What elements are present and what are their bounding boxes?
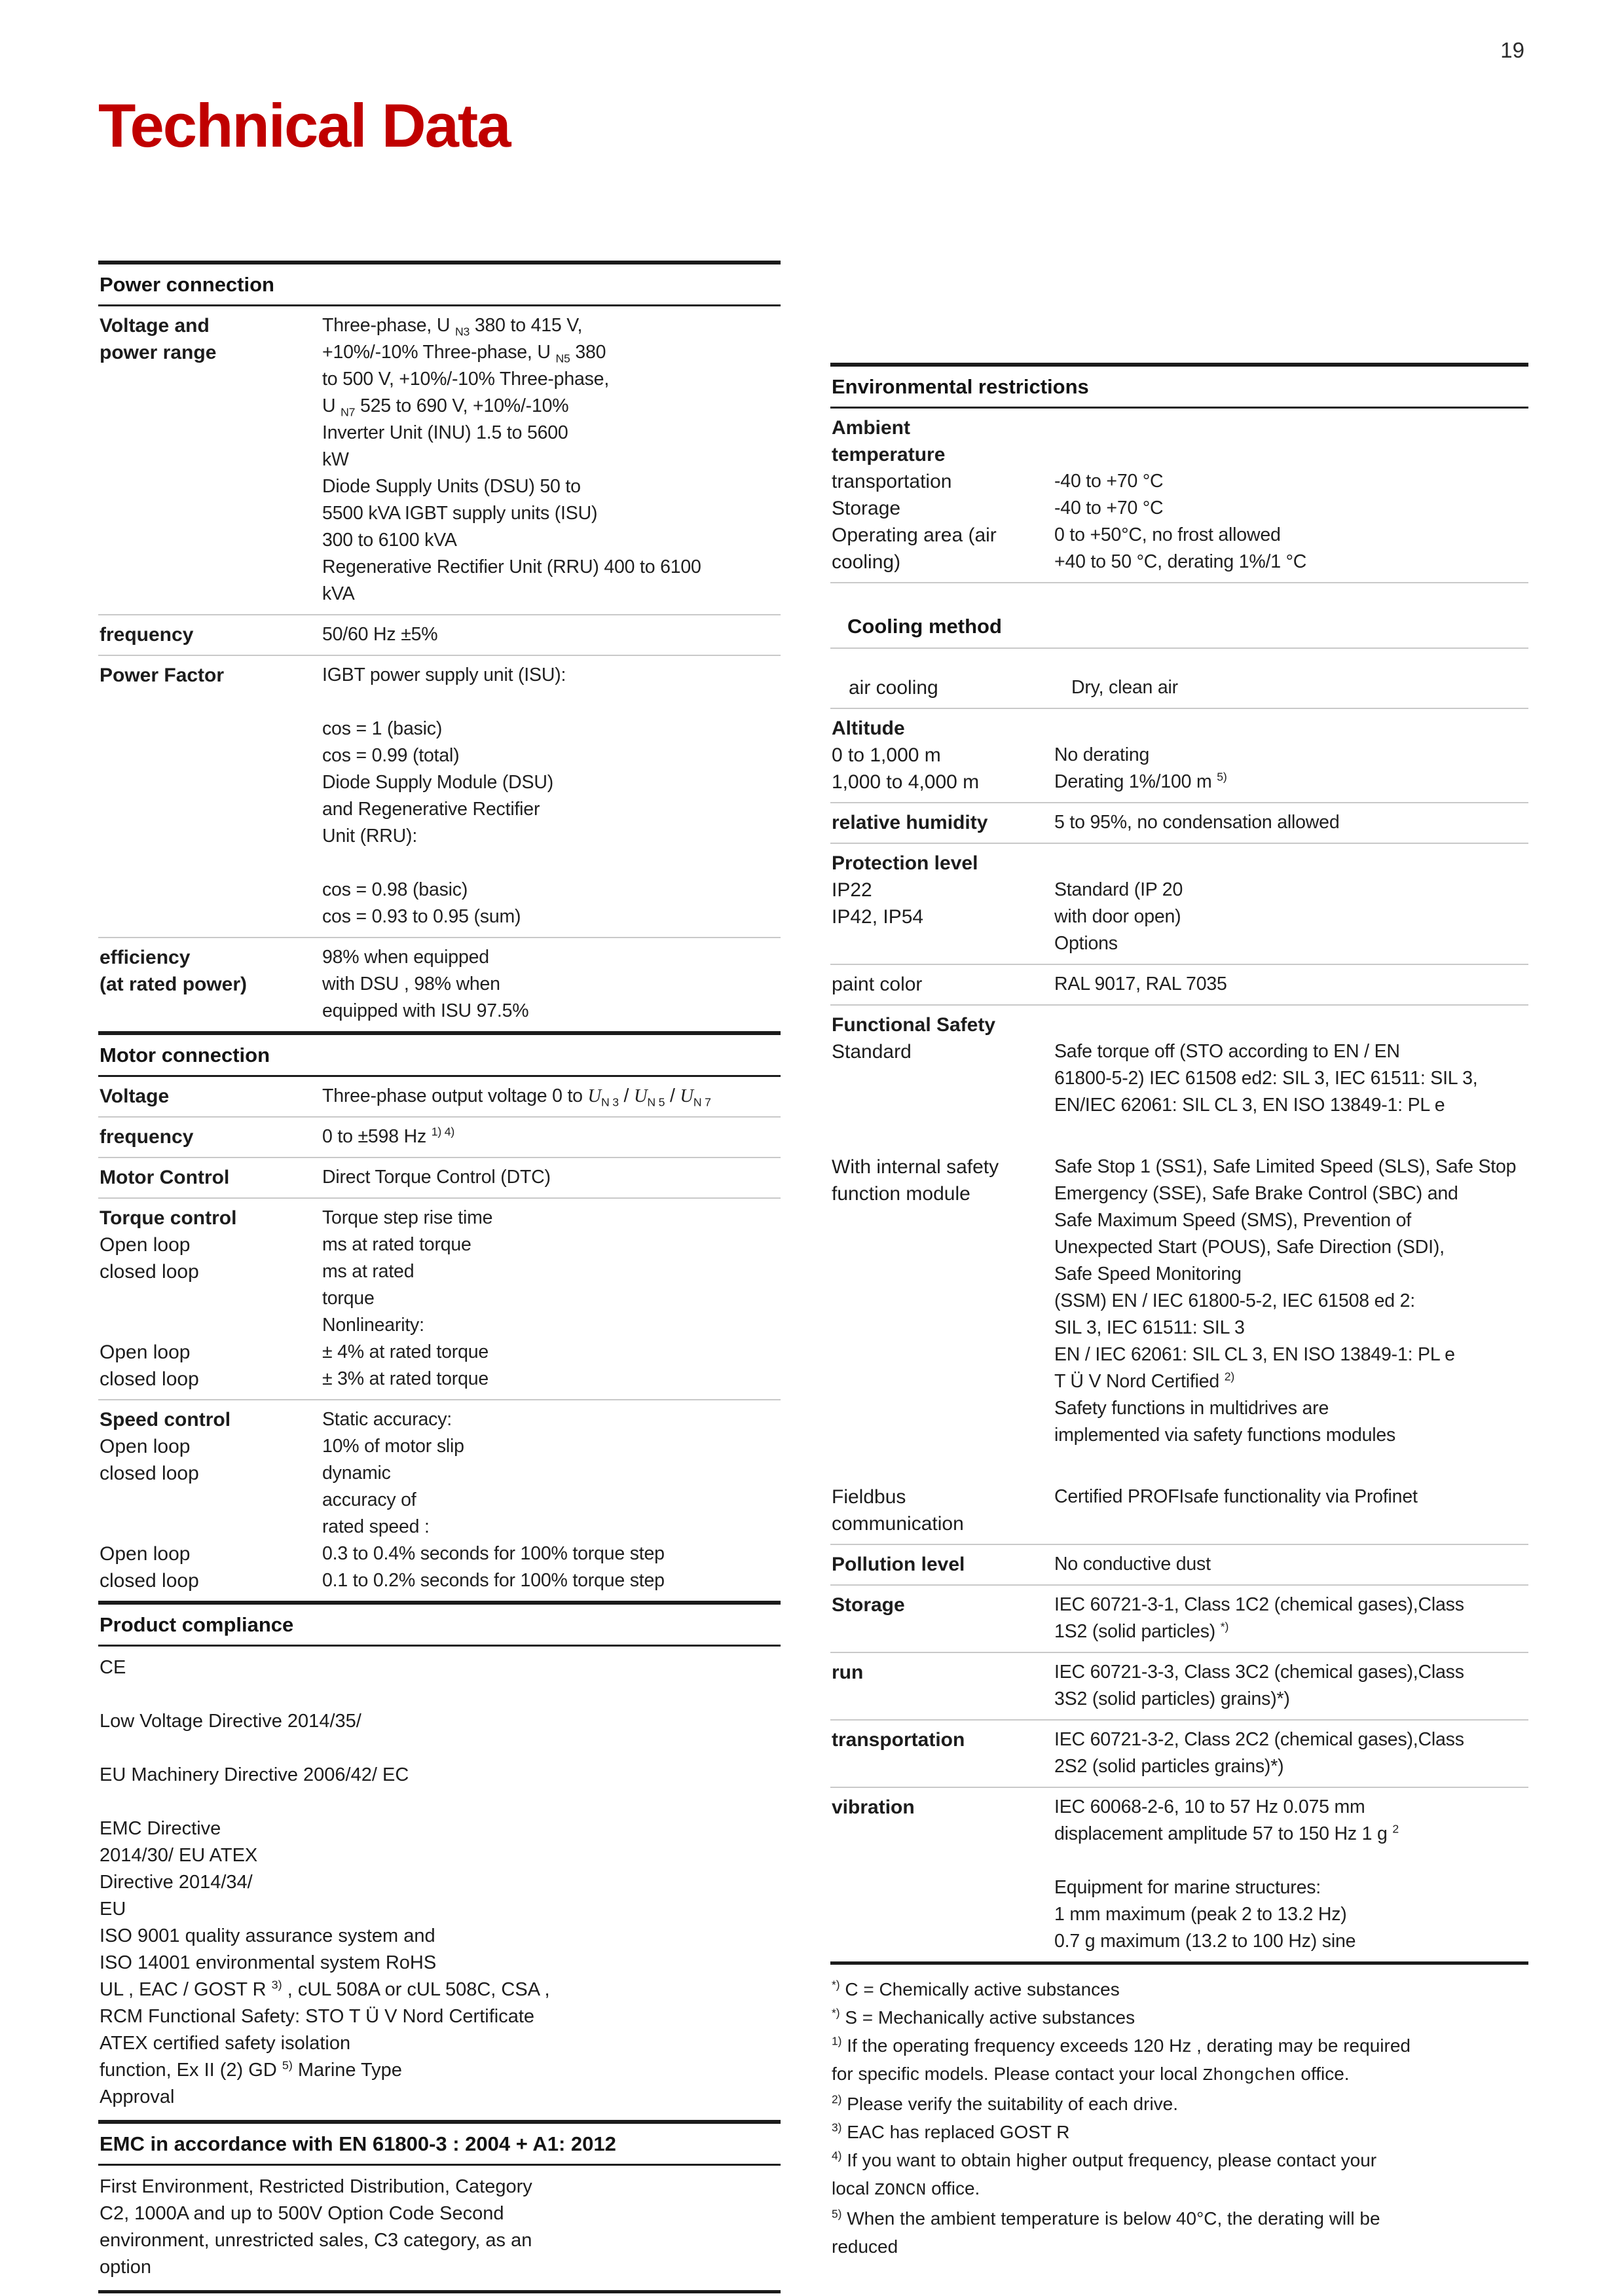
text-line: power range [100, 342, 217, 363]
text-line: EMC Directive [100, 1818, 221, 1839]
text-line: ATEX certified safety isolation [100, 2033, 351, 2054]
section-header: Environmental restrictions [830, 363, 1528, 409]
text-line: environment, unrestricted sales, C3 category, as an [100, 2230, 532, 2251]
text-line: ± 4% at rated torque [322, 1341, 489, 1362]
text-line: No derating [1054, 744, 1150, 765]
text-line: 2014/30/ EU ATEX [100, 1845, 258, 1866]
spec-row [98, 938, 781, 1031]
spec-row [830, 844, 1528, 965]
text-block [98, 1647, 781, 2120]
text-line: accuracy of [322, 1489, 416, 1510]
text-line: 0 to ±598 Hz $^{1) 4)}$ [322, 1125, 455, 1147]
text-line: ms at rated [322, 1261, 415, 1282]
text-line: EN / IEC 62061: SIL CL 3, EN ISO 13849-1: PL e [1054, 1344, 1455, 1365]
text-line: No conductive dust [1054, 1554, 1211, 1575]
text-line: Safe torque off (STO according to EN / EN [1054, 1041, 1400, 1062]
row-label [100, 944, 322, 1025]
text-line: run [832, 1662, 864, 1683]
text-line: 5 to 95%, no condensation allowed [1054, 812, 1340, 833]
row-value [1054, 971, 1527, 998]
text-line: function, Ex II (2) GD $^{5)}$ Marine Type [100, 2058, 402, 2081]
text-line [322, 850, 779, 877]
text-line: closed loop [100, 1570, 199, 1592]
text-line [100, 1312, 322, 1339]
row-label [100, 1164, 322, 1191]
text-line: frequency [100, 1126, 194, 1148]
text-line: local ZONCN office. [832, 2178, 980, 2200]
text-line: equipped with ISU 97.5% [322, 1000, 529, 1021]
text-line: -40 to +70 °C [1054, 498, 1164, 519]
sub-section-header: Cooling method [830, 610, 1528, 649]
row-value [322, 1083, 779, 1110]
text-line: Voltage and [100, 315, 210, 337]
text-line: First Environment, Restricted Distribution, Category [100, 2176, 532, 2197]
text-line: SIL 3, IEC 61511: SIL 3 [1054, 1317, 1245, 1338]
text-line: Safe Maximum Speed (SMS), Prevention of [1054, 1210, 1412, 1231]
row-label [832, 850, 1054, 957]
text-line: ± 3% at rated torque [322, 1368, 489, 1389]
text-line: Open loop [100, 1543, 191, 1565]
spec-row [830, 709, 1528, 803]
row-label [832, 1726, 1054, 1780]
text-line: Equipment for marine structures: [1054, 1877, 1321, 1898]
text-line: C2, 1000A and up to 500V Option Code Second [100, 2203, 504, 2224]
spec-row [830, 1006, 1528, 1125]
row-label [832, 1592, 1054, 1645]
text-line: option [100, 2257, 152, 2278]
row-label [832, 971, 1054, 998]
text-line: paint color [832, 974, 923, 995]
row-value [1054, 809, 1527, 836]
text-line: efficiency [100, 947, 191, 968]
text-line: 0.1 to 0.2% seconds for 100% torque step [322, 1570, 665, 1591]
text-line: 300 to 6100 kVA [322, 530, 457, 551]
text-line: 5500 kVA IGBT supply units (ISU) [322, 503, 598, 524]
text-line: Unit (RRU): [322, 826, 418, 847]
text-line: $^{3)}$ EAC has replaced GOST R [832, 2121, 1070, 2142]
text-line [100, 1487, 322, 1514]
page-number: 19 [1500, 38, 1524, 62]
row-value [322, 662, 779, 930]
text-line: transportation [832, 471, 952, 492]
text-line: *) C = Chemically active substances [832, 1978, 1120, 1999]
text-line: 61800-5-2) IEC 61508 ed2: SIL 3, IEC 61511: SIL 3, [1054, 1068, 1478, 1089]
text-line: Storage [832, 498, 901, 519]
row-label [100, 1083, 322, 1110]
text-line [100, 1789, 779, 1815]
row-label [100, 1205, 322, 1393]
spec-row [830, 1148, 1528, 1455]
text-line: Nonlinearity: [322, 1315, 424, 1336]
text-line: EN/IEC 62061: SIL CL 3, EN ISO 13849-1: PL e [1054, 1095, 1445, 1116]
text-block [98, 2166, 781, 2290]
row-label [832, 1659, 1054, 1713]
text-line: Inverter Unit (INU) 1.5 to 5600 [322, 422, 568, 443]
row-label [832, 715, 1054, 795]
spec-row [98, 656, 781, 938]
row-value [322, 944, 779, 1025]
text-line: for specific models. Please contact your local Zhongchen office. [832, 2064, 1350, 2085]
row-label [832, 1154, 1054, 1449]
text-line: +10%/-10% Three-phase, U $_{N5}$ 380 [322, 342, 606, 365]
row-label [100, 621, 322, 648]
text-line: 0.7 g maximum (13.2 to 100 Hz) sine [1054, 1931, 1356, 1952]
spec-row [98, 306, 781, 615]
text-line: Low Voltage Directive 2014/35/ [100, 1711, 361, 1732]
spacer [830, 1455, 1528, 1478]
text-line: closed loop [100, 1261, 199, 1283]
text-line: with door open) [1054, 906, 1181, 927]
spec-row [98, 1158, 781, 1199]
text-line: to 500 V, +10%/-10% Three-phase, [322, 369, 610, 390]
text-line: dynamic [322, 1463, 391, 1484]
text-line: with DSU , 98% when [322, 974, 500, 994]
text-line: Power Factor [100, 665, 225, 686]
text-line: Diode Supply Module (DSU) [322, 772, 553, 793]
text-line: IEC 60721-3-2, Class 2C2 (chemical gases),Class [1054, 1729, 1464, 1750]
row-label [100, 1123, 322, 1150]
spec-row [98, 1077, 781, 1118]
text-line [1054, 1848, 1527, 1874]
text-line: Derating 1%/100 m $^{5)}$ [1054, 770, 1227, 792]
text-line: rated speed : [322, 1516, 430, 1537]
text-line: Standard (IP 20 [1054, 879, 1183, 900]
text-line: $^{4)}$ If you want to obtain higher output frequency, please contact your [832, 2149, 1377, 2170]
row-value [1071, 674, 1527, 701]
text-line: and Regenerative Rectifier [322, 799, 540, 820]
text-line: Torque step rise time [322, 1207, 493, 1228]
row-value [1054, 414, 1527, 575]
page-title: Technical Data [98, 91, 510, 160]
row-label [100, 312, 322, 608]
text-line: 0 to 1,000 m [832, 744, 941, 766]
text-line: Diode Supply Units (DSU) 50 to [322, 476, 581, 497]
text-line: cooling) [832, 551, 901, 573]
text-line: Direct Torque Control (DTC) [322, 1167, 551, 1188]
text-line: ISO 14001 environmental system RoHS [100, 1952, 437, 1973]
row-value [1054, 1011, 1527, 1119]
text-line: 1S2 (solid particles) *) [1054, 1620, 1229, 1642]
row-label [832, 1794, 1054, 1955]
row-value [1054, 1794, 1527, 1955]
spec-row [98, 1400, 781, 1601]
spacer [830, 649, 1528, 668]
text-line: 3S2 (solid particles) grains)*) [1054, 1688, 1290, 1709]
text-line: $^{1)}$ If the operating frequency exceeds 120 Hz , derating may be required [832, 2034, 1411, 2056]
text-line: T Ü V Nord Certified $^{2)}$ [1054, 1370, 1235, 1392]
text-line: Safety functions in multidrives are [1054, 1398, 1329, 1419]
text-line: RCM Functional Safety: STO T Ü V Nord Certificate [100, 2006, 535, 2027]
text-line: Standard [832, 1041, 912, 1063]
text-line: air cooling [849, 677, 938, 699]
text-line: ms at rated torque [322, 1234, 471, 1255]
text-line: 50/60 Hz ±5% [322, 624, 438, 645]
row-value [1054, 1592, 1527, 1645]
text-line [322, 689, 779, 716]
text-line: 0.3 to 0.4% seconds for 100% torque step [322, 1543, 665, 1564]
horizontal-rule [98, 2290, 781, 2293]
spacer [830, 1125, 1528, 1148]
spec-row [830, 803, 1528, 844]
spec-row [830, 1721, 1528, 1788]
text-line: U $_{N7}$ 525 to 690 V, +10%/-10% [322, 395, 569, 419]
text-line: IEC 60721-3-3, Class 3C2 (chemical gases),Class [1054, 1662, 1464, 1683]
spec-row [98, 1199, 781, 1400]
text-line [1054, 414, 1527, 441]
text-line: IEC 60068-2-6, 10 to 57 Hz 0.075 mm [1054, 1796, 1365, 1817]
text-line: Storage [832, 1594, 905, 1616]
row-value [322, 1205, 779, 1393]
row-label [832, 809, 1054, 836]
row-value [322, 1164, 779, 1191]
text-line: kW [322, 449, 349, 470]
row-label [832, 414, 1054, 575]
text-line: Regenerative Rectifier Unit (RRU) 400 to 6100 [322, 556, 701, 577]
spec-row [830, 409, 1528, 583]
text-line: transportation [832, 1729, 965, 1751]
text-line: Speed control [100, 1409, 231, 1430]
section-header: Power connection [98, 261, 781, 306]
row-label [832, 1011, 1054, 1119]
text-line: RAL 9017, RAL 7035 [1054, 974, 1227, 994]
row-value [322, 1123, 779, 1150]
text-line: frequency [100, 624, 194, 646]
section-header: Motor connection [98, 1031, 781, 1077]
row-label [100, 662, 322, 930]
text-line: CE [100, 1657, 126, 1678]
spec-row [830, 1653, 1528, 1721]
text-line: Operating area (air [832, 524, 997, 546]
text-line: closed loop [100, 1368, 199, 1390]
text-line: IEC 60721-3-1, Class 1C2 (chemical gases),Class [1054, 1594, 1464, 1615]
text-line: $^{5)}$ When the ambient temperature is below 40°C, the derating will be [832, 2207, 1380, 2229]
spec-row [830, 1788, 1528, 1961]
text-line: 0 to +50°C, no frost allowed [1054, 524, 1281, 545]
text-line: Emergency (SSE), Safe Brake Control (SBC) and [1054, 1183, 1458, 1204]
text-line: IP22 [832, 879, 872, 901]
row-value [322, 1406, 779, 1594]
left-column [98, 261, 781, 2293]
text-line: (at rated power) [100, 974, 248, 995]
text-line [1054, 715, 1527, 742]
footnotes-block [830, 1965, 1528, 2267]
text-line: Unexpected Start (POUS), Safe Direction (SDI), [1054, 1237, 1445, 1258]
row-label [832, 1551, 1054, 1578]
row-label [832, 674, 1071, 701]
section-header: EMC in accordance with EN 61800-3 : 2004 + A1: 2012 [98, 2120, 781, 2166]
text-line: +40 to 50 °C, derating 1%/1 °C [1054, 551, 1307, 572]
spec-row [830, 1478, 1528, 1545]
text-line [1054, 441, 1527, 468]
spec-row [98, 1118, 781, 1158]
spec-row [830, 965, 1528, 1006]
text-line: $^{2)}$ Please verify the suitability of each drive. [832, 2092, 1179, 2114]
text-line: displacement amplitude 57 to 150 Hz 1 g $^2$ [1054, 1822, 1399, 1844]
spec-row [830, 668, 1528, 709]
row-label [832, 1484, 1054, 1537]
text-line [1054, 1011, 1527, 1038]
text-line: communication [832, 1513, 964, 1535]
text-line: ISO 9001 quality assurance system and [100, 1925, 435, 1946]
text-line [100, 1735, 779, 1762]
spec-row [98, 615, 781, 656]
text-line: 1,000 to 4,000 m [832, 771, 980, 793]
text-line: Voltage [100, 1085, 170, 1107]
text-line: Three-phase output voltage 0 to $U_{N 3} / U_{N 5} / U_{N 7}$ [322, 1085, 711, 1109]
text-line: 98% when equipped [322, 947, 489, 968]
text-line: -40 to +70 °C [1054, 471, 1164, 492]
text-line: implemented via safety functions modules [1054, 1425, 1396, 1446]
text-line: With internal safety [832, 1156, 999, 1178]
text-line: cos = 1 (basic) [322, 718, 443, 739]
text-line [100, 1681, 779, 1708]
text-line: Protection level [832, 852, 978, 874]
text-line: Certified PROFIsafe functionality via Profinet [1054, 1486, 1418, 1507]
text-line: Options [1054, 933, 1118, 954]
text-line: Fieldbus [832, 1486, 906, 1508]
row-value [322, 621, 779, 648]
text-line: IGBT power supply unit (ISU): [322, 665, 566, 685]
text-line: EU [100, 1899, 126, 1920]
text-line: Torque control [100, 1207, 237, 1229]
text-line: Dry, clean air [1071, 677, 1178, 698]
text-line: function module [832, 1183, 970, 1205]
spec-row [830, 1586, 1528, 1653]
text-line: EU Machinery Directive 2006/42/ EC [100, 1764, 409, 1785]
text-line: cos = 0.93 to 0.95 (sum) [322, 906, 521, 927]
text-line: Altitude [832, 718, 905, 739]
text-line: 1 mm maximum (peak 2 to 13.2 Hz) [1054, 1904, 1347, 1925]
text-line: Directive 2014/34/ [100, 1872, 253, 1893]
text-line: Approval [100, 2086, 175, 2107]
text-line: Open loop [100, 1436, 191, 1457]
row-value [1054, 1551, 1527, 1578]
section-header: Product compliance [98, 1601, 781, 1647]
row-value [1054, 1154, 1527, 1449]
text-line: 2S2 (solid particles grains)*) [1054, 1756, 1284, 1777]
row-label [100, 1406, 322, 1594]
text-line: Open loop [100, 1234, 191, 1256]
text-line: Safe Stop 1 (SS1), Safe Limited Speed (SLS), Safe Stop [1054, 1156, 1517, 1177]
text-line: torque [322, 1288, 375, 1309]
text-line: kVA [322, 583, 355, 604]
row-value [1054, 715, 1527, 795]
text-line [100, 1514, 322, 1540]
text-line: Functional Safety [832, 1014, 996, 1036]
text-line: IP42, IP54 [832, 906, 924, 928]
text-line: closed loop [100, 1463, 199, 1484]
row-value [1054, 850, 1527, 957]
text-line: Motor Control [100, 1167, 230, 1188]
row-value [1054, 1659, 1527, 1713]
text-line: Three-phase, U $_{N3}$ 380 to 415 V, [322, 315, 583, 338]
text-line: Static accuracy: [322, 1409, 452, 1430]
row-value [1054, 1726, 1527, 1780]
text-line: Pollution level [832, 1554, 965, 1575]
row-value [322, 312, 779, 608]
text-line: cos = 0.98 (basic) [322, 879, 468, 900]
row-value [1054, 1484, 1527, 1537]
text-line: Open loop [100, 1341, 191, 1363]
text-line [1054, 850, 1527, 877]
right-column [830, 363, 1528, 2267]
text-line: *) S = Mechanically active substances [832, 2006, 1135, 2028]
text-line: relative humidity [832, 812, 988, 833]
text-line: temperature [832, 444, 946, 465]
spacer [830, 583, 1528, 610]
text-line: reduced [832, 2236, 898, 2257]
text-line: UL , EAC / GOST R $^{3)}$ , cUL 508A or cUL 508C, CSA , [100, 1978, 550, 2000]
text-line: vibration [832, 1796, 915, 1818]
text-line: Safe Speed Monitoring [1054, 1264, 1242, 1285]
text-line: Ambient [832, 417, 910, 439]
text-line [100, 1285, 322, 1312]
spec-row [830, 1545, 1528, 1586]
text-line: cos = 0.99 (total) [322, 745, 460, 766]
text-line: 10% of motor slip [322, 1436, 464, 1457]
text-line: (SSM) EN / IEC 61800-5-2, IEC 61508 ed 2: [1054, 1290, 1415, 1311]
